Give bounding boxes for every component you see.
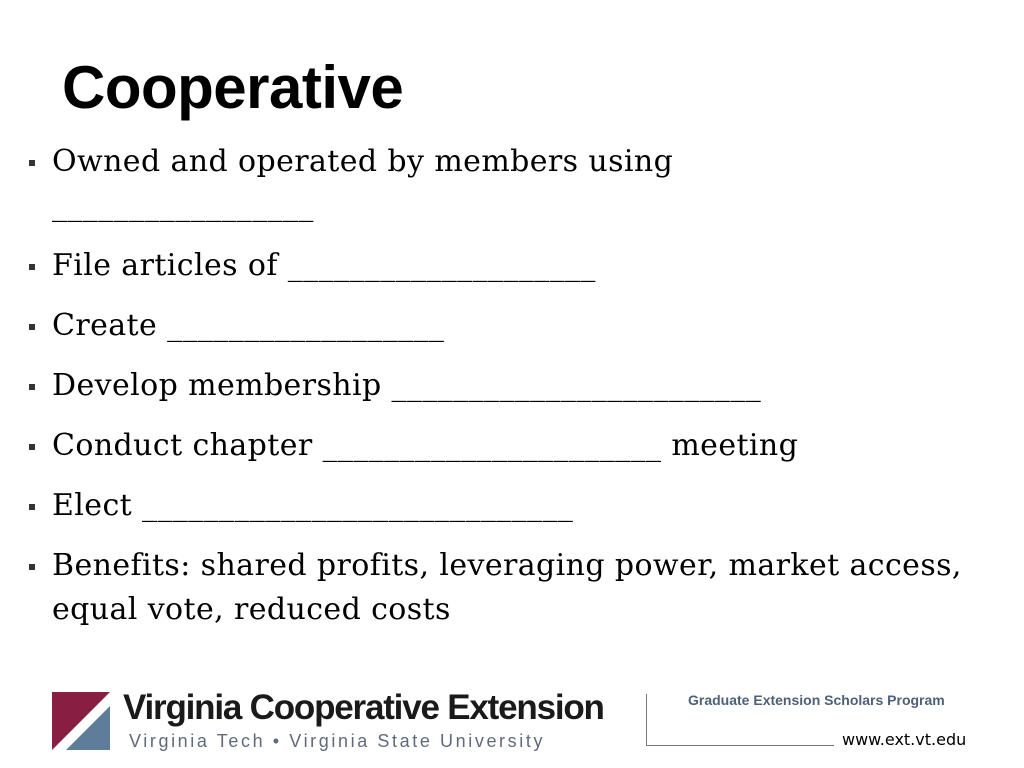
- bullet-square-icon: [29, 504, 35, 510]
- bullet-text-continued: equal vote, reduced costs: [52, 592, 451, 627]
- bullet-blank: __________________: [167, 308, 445, 343]
- footer-rule: [646, 745, 834, 746]
- bullet-square-icon: [29, 264, 35, 270]
- bullet-blank: _________________: [52, 188, 314, 223]
- bullet-text: Develop membership: [52, 368, 382, 403]
- bullet-text: Benefits: shared profits, leveraging power, market access,: [52, 548, 962, 583]
- vce-logo-icon: [52, 692, 110, 750]
- slide-title: Cooperative: [62, 54, 404, 121]
- bullet-text: Elect: [52, 488, 133, 523]
- org-subtitle: Virginia Tech • Virginia State University: [129, 731, 546, 751]
- bullet-blank: ________________________: [391, 368, 762, 403]
- bullet-square-icon: [29, 324, 35, 330]
- bullet-blank: ____________________: [287, 248, 596, 283]
- bullet-square-icon: [29, 160, 35, 166]
- bullet-square-icon: [29, 444, 35, 450]
- website-url: www.ext.vt.edu: [842, 730, 967, 749]
- program-name: Graduate Extension Scholars Program: [688, 692, 945, 708]
- bullet-text-after: meeting: [671, 428, 799, 463]
- bullet-text: File articles of: [52, 248, 278, 283]
- bullet-blank: ______________________: [322, 428, 662, 463]
- footer-divider: [646, 694, 647, 746]
- org-name: Virginia Cooperative Extension: [123, 688, 604, 727]
- bullet-text: Conduct chapter: [52, 428, 313, 463]
- bullet-square-icon: [29, 384, 35, 390]
- bullet-text: Owned and operated by members using: [52, 144, 674, 179]
- bullet-blank: ____________________________: [142, 488, 574, 523]
- bullet-square-icon: [29, 564, 35, 570]
- bullet-text: Create: [52, 308, 158, 343]
